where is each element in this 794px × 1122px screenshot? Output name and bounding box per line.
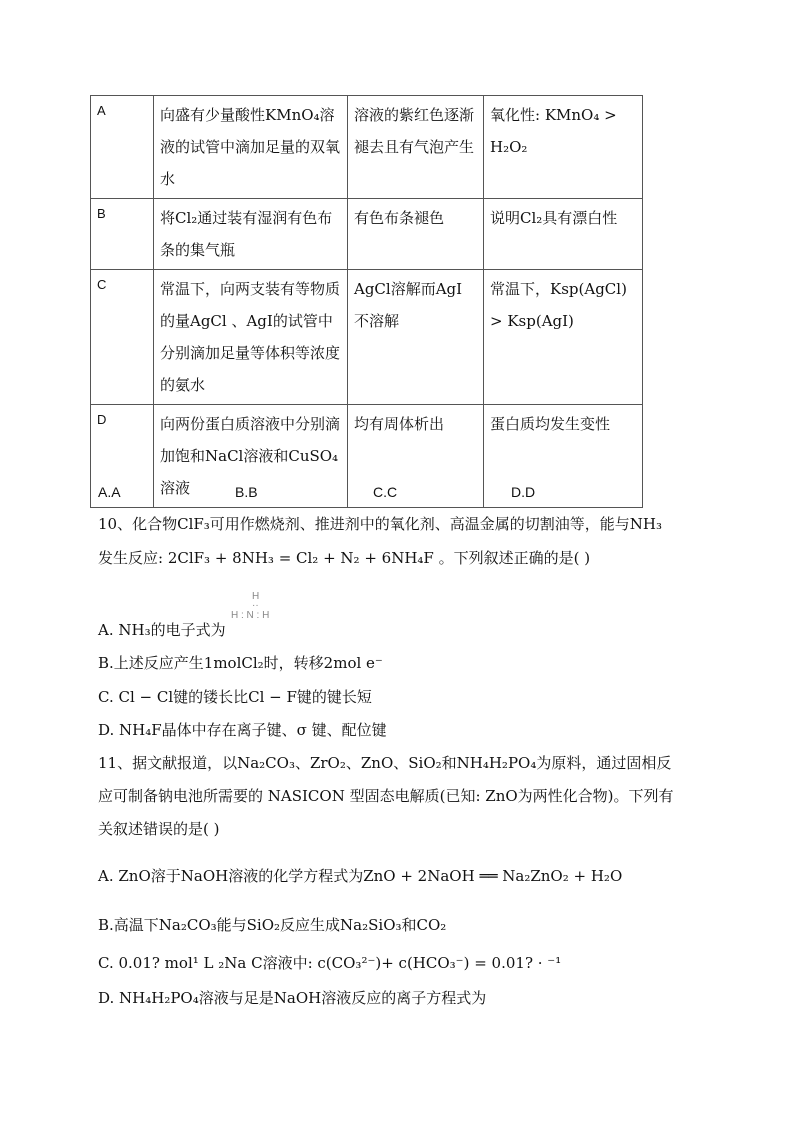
ef-top-h: H	[252, 591, 260, 602]
q10-option-a[interactable]: A. NH₃的电子式为	[98, 621, 226, 639]
operation-cell: 向两份蛋白质溶液中分别滴加饱和NaCl溶液和CuSO₄溶液	[154, 405, 348, 508]
q11-stem-line2: 应可制备钠电池所需要的 NASICON 型固态电解质(已知: ZnO为两性化合物)。下列有	[98, 787, 674, 805]
table-row	[91, 405, 643, 508]
conclusion-cell: 常温下，Ksp(AgCl) > Ksp(AgI)	[484, 270, 643, 405]
experiment-table	[90, 95, 643, 508]
q10-stem-line2: 发生反应: 2ClF₃ + 8NH₃ = Cl₂ + N₂ + 6NH₄F 。下列叙述正确的是( )	[98, 549, 591, 567]
q9-option-a[interactable]: A.A	[98, 484, 121, 500]
q10-stem-line1: 10、化合物ClF₃可用作燃烧剂、推进剂中的氧化剂、高温金属的切割油等，能与NH₃	[98, 515, 663, 533]
phenomenon-cell: 均有周体析出	[348, 405, 484, 508]
ef-dots: ··	[252, 600, 259, 611]
q10-option-d[interactable]: D. NH₄F晶体中存在离子键、σ 键、配位键	[98, 721, 387, 739]
q11-option-b[interactable]: B.高温下Na₂CO₃能与SiO₂反应生成Na₂SiO₃和CO₂	[98, 916, 447, 934]
q10-option-b[interactable]: B.上述反应产生1molCl₂时，转移2mol e⁻	[98, 654, 383, 672]
table-row	[91, 270, 643, 405]
ef-middle: H : N : H	[231, 610, 270, 621]
conclusion-cell: 说明Cl₂具有漂白性	[484, 199, 643, 270]
conclusion-cell: 氧化性: KMnO₄ > H₂O₂	[484, 96, 643, 199]
electron-formula-image	[227, 591, 287, 627]
q9-option-c[interactable]: C.C	[373, 484, 398, 500]
row-label: D	[91, 405, 154, 508]
row-label: A	[91, 96, 154, 199]
table-row	[91, 199, 643, 270]
q9-option-d[interactable]: D.D	[511, 484, 536, 500]
conclusion-cell: 蛋白质均发生变性	[484, 405, 643, 508]
row-label: B	[91, 199, 154, 270]
operation-cell: 常温下，向两支装有等物质的量AgCl 、AgI的试管中分别滴加足量等体积等浓度的氨水	[154, 270, 348, 405]
operation-cell: 向盛有少量酸性KMnO₄溶液的试管中滴加足量的双氧水	[154, 96, 348, 199]
q11-stem-line3: 关叙述错误的是( )	[98, 820, 220, 838]
q11-option-c[interactable]: C. 0.01? mol¹ L ₂Na C溶液中: c(CO₃²⁻)+ c(HCO₃⁻) = 0.01? · ⁻¹	[98, 954, 562, 972]
operation-cell: 将Cl₂通过装有湿润有色布条的集气瓶	[154, 199, 348, 270]
q11-option-a[interactable]: A. ZnO溶于NaOH溶液的化学方程式为ZnO + 2NaOH ══ Na₂ZnO₂ + H₂O	[98, 867, 623, 885]
q11-stem-line1: 11、据文献报道，以Na₂CO₃、ZrO₂、ZnO、SiO₂和NH₄H₂PO₄为原料，通过固相反	[98, 754, 672, 772]
row-label: C	[91, 270, 154, 405]
q11-option-d[interactable]: D. NH₄H₂PO₄溶液与足是NaOH溶液反应的离子方程式为	[98, 989, 487, 1007]
phenomenon-cell: 有色布条褪色	[348, 199, 484, 270]
phenomenon-cell: AgCl溶解而AgI不溶解	[348, 270, 484, 405]
phenomenon-cell: 溶液的紫红色逐渐褪去且有气泡产生	[348, 96, 484, 199]
q10-option-c[interactable]: C. Cl − Cl键的镂长比Cl − F键的键长短	[98, 688, 372, 706]
table-row	[91, 96, 643, 199]
q9-option-b[interactable]: B.B	[235, 484, 258, 500]
